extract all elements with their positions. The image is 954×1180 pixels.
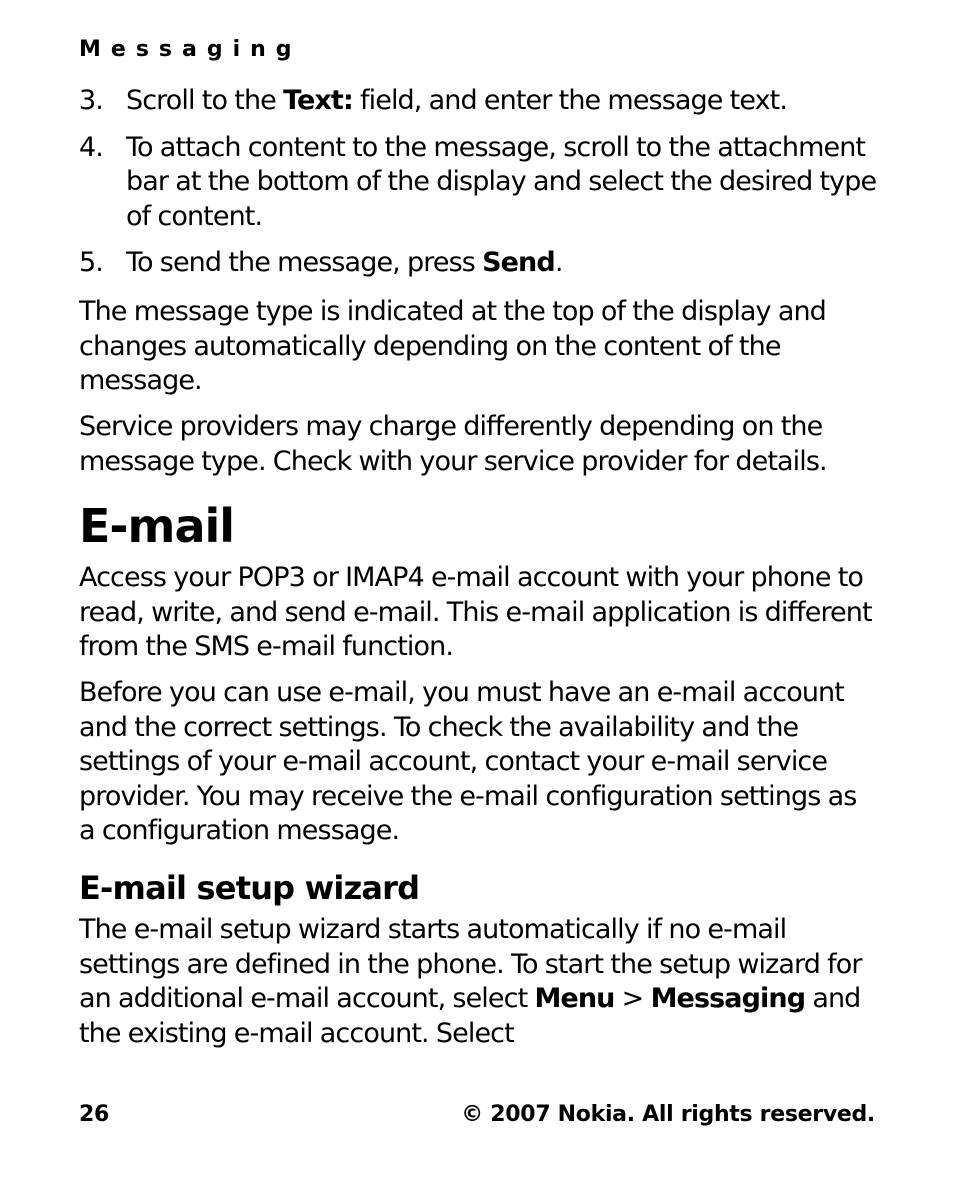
list-item [79, 131, 879, 235]
list-item [79, 246, 879, 281]
step-text [126, 247, 563, 278]
step-number: 3. [79, 85, 103, 116]
step-text: To attach content to the message, scroll to the attachment bar at the bottom of the display and select the desired type of content. [126, 131, 877, 232]
messaging-command-text: Messaging [650, 983, 806, 1014]
send-command-text: Send [482, 247, 555, 278]
field-label-text: Text: [283, 85, 353, 116]
wizard-text-part: The e-mail setup wizard starts automatically if no e-mail settings are defined in the phone. To start the setup wizard for an additional e-mail account, select [79, 914, 862, 1014]
page-number: 26 [79, 1102, 110, 1127]
step-number: 4. [79, 131, 103, 163]
charges-paragraph: Service providers may charge differently depending on the message type. Check with your service provider for details. [79, 411, 827, 477]
wizard-paragraph [79, 913, 879, 1051]
step-text [126, 85, 787, 116]
menu-command-text: Menu [534, 983, 615, 1014]
list-item [79, 84, 879, 119]
running-header: Messaging [79, 37, 302, 62]
copyright-notice: © 2007 Nokia. All rights reserved. [461, 1102, 875, 1127]
email-requirements-paragraph: Before you can use e-mail, you must have an e-mail account and the correct settings. To check the availability and the settings of your e-mail account, contact your e-mail service provider. You may receive the e-mail configuration settings as a configuration message. [79, 677, 857, 846]
wizard-text-part: and the existing e-mail account. Select [79, 983, 861, 1049]
message-type-paragraph: The message type is indicated at the top of the display and changes automatically depending on the content of the message. [79, 296, 826, 396]
email-intro-paragraph: Access your POP3 or IMAP4 e-mail account with your phone to read, write, and send e-mail. This e-mail application is different from the SMS e-mail function. [79, 562, 872, 662]
steps-list [79, 84, 879, 293]
subsection-title: E-mail setup wizard [79, 869, 420, 907]
step-number: 5. [79, 247, 103, 278]
menu-separator: > [614, 983, 651, 1014]
step-text-part: . [554, 247, 563, 278]
section-title: E-mail [79, 499, 235, 553]
step-text-part: Scroll to the [126, 85, 284, 116]
step-text-part: field, and enter the message text. [352, 85, 788, 116]
step-text-part: To send the message, press [126, 247, 483, 278]
